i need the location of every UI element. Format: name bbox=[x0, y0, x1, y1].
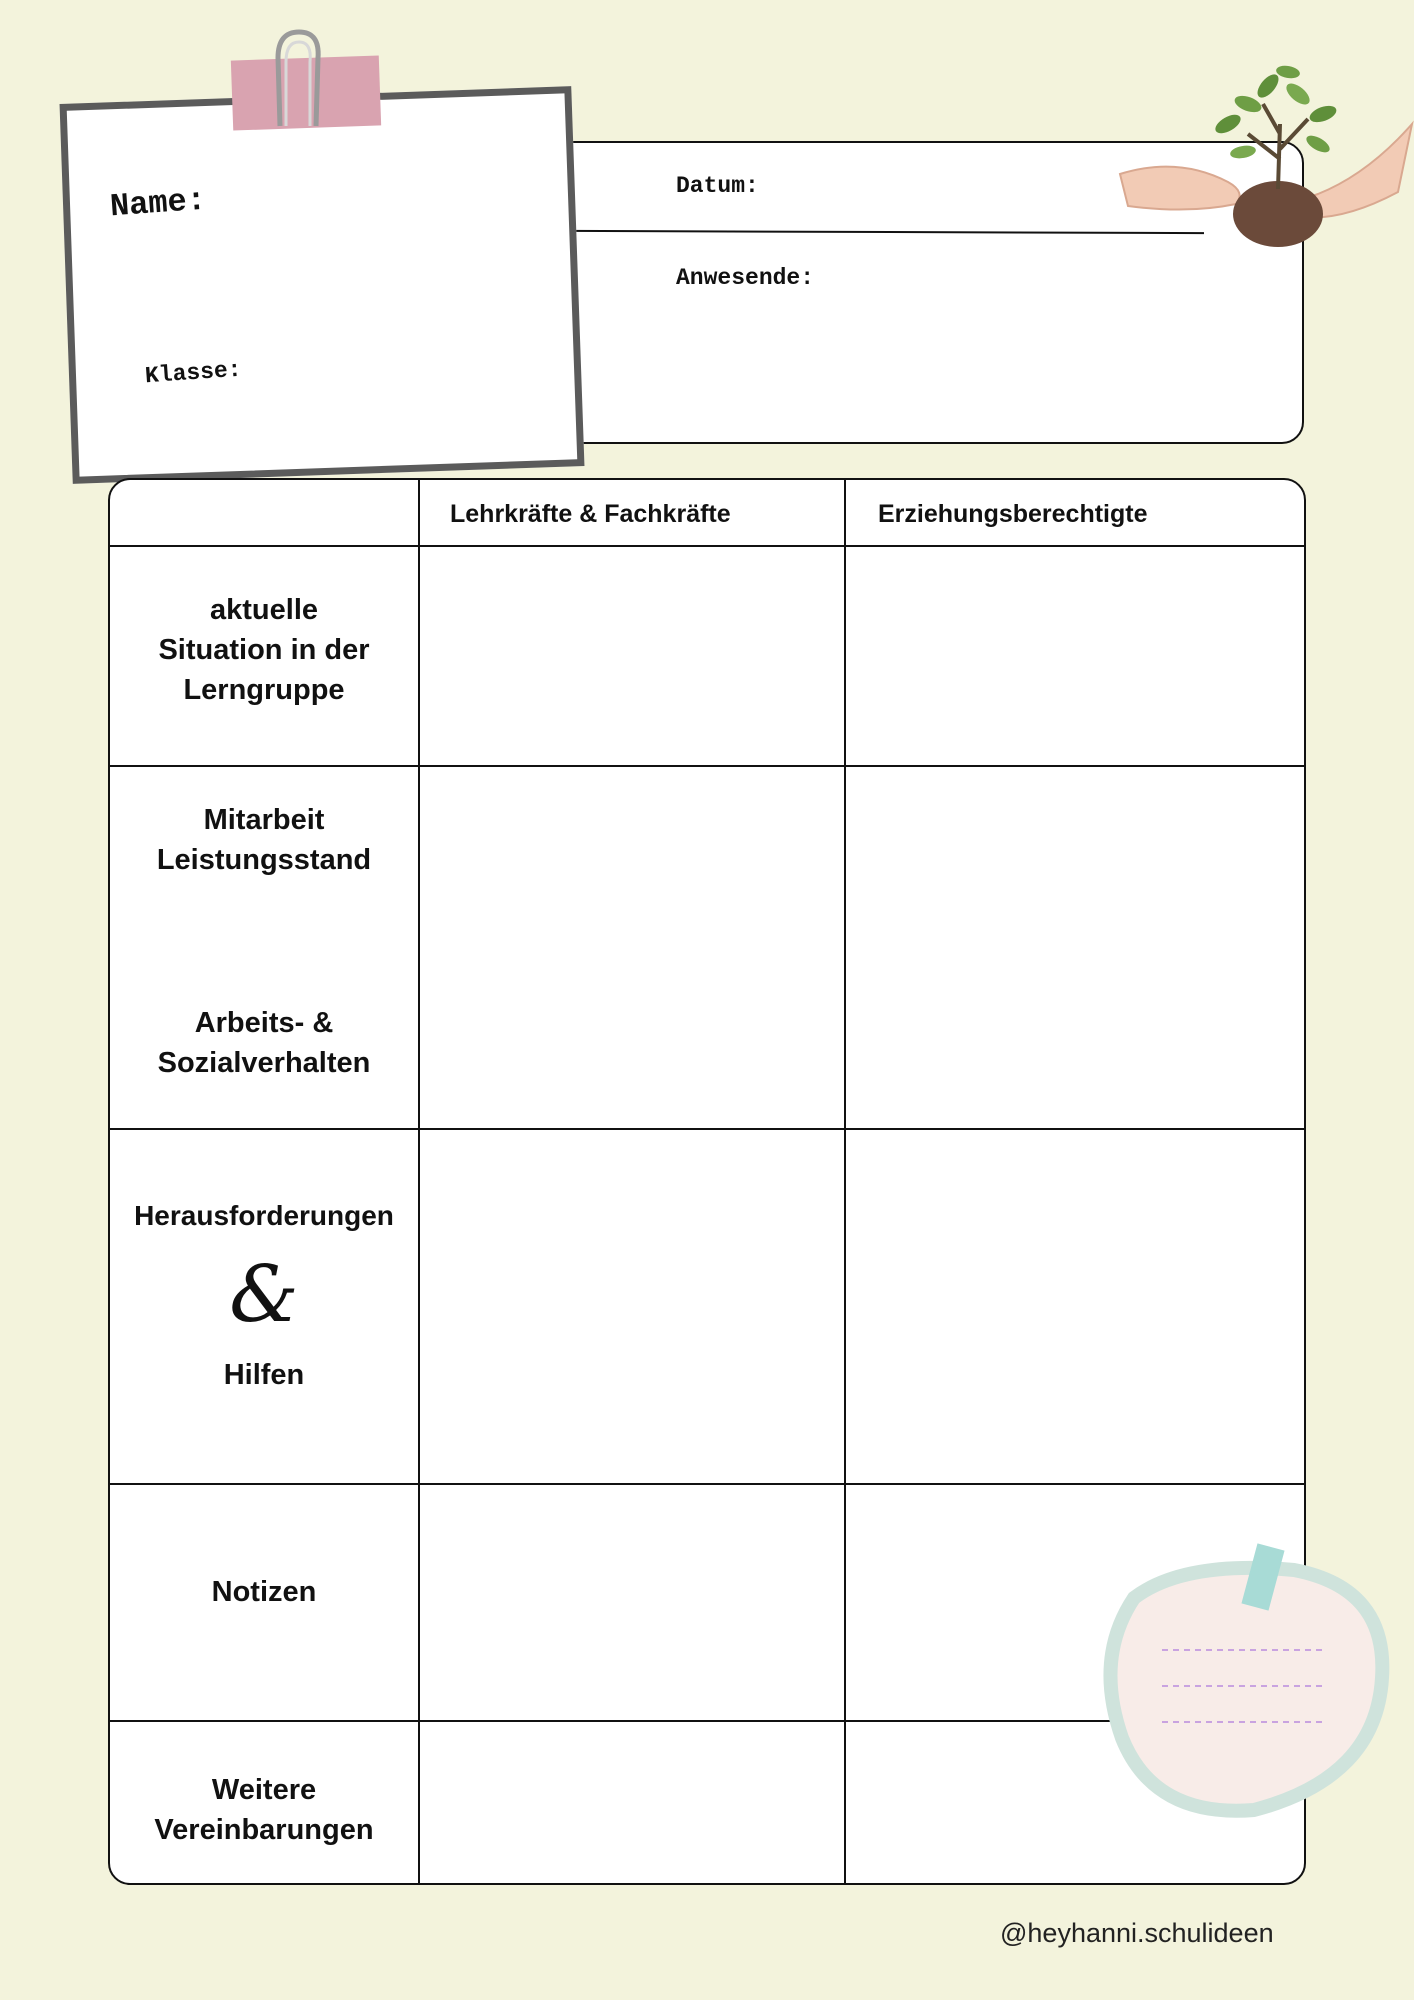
row-label-notizen: Notizen bbox=[211, 1576, 317, 1608]
column-divider bbox=[418, 480, 420, 1883]
row-label-hilfen: Hilfen bbox=[223, 1359, 305, 1391]
memo-note-icon bbox=[1094, 1538, 1390, 1818]
name-label: Name: bbox=[108, 181, 208, 226]
anwesende-label: Anwesende: bbox=[676, 265, 815, 291]
plant-hands-icon bbox=[1118, 64, 1414, 284]
row-label-vereinbarungen: Weitere Vereinbarungen bbox=[154, 1774, 374, 1846]
row-divider bbox=[110, 545, 1304, 547]
datum-label: Datum: bbox=[676, 173, 759, 199]
row-label-situation: aktuelle Situation in der Lerngruppe bbox=[158, 594, 370, 706]
ampersand-glyph: & bbox=[229, 1250, 299, 1340]
row-divider bbox=[110, 765, 1304, 767]
binder-clip-icon bbox=[268, 28, 330, 128]
klasse-label: Klasse: bbox=[144, 356, 243, 390]
column-divider bbox=[844, 480, 846, 1883]
row-label-arbeitsverhalten: Arbeits- & Sozialverhalten bbox=[157, 1007, 371, 1079]
name-card bbox=[60, 86, 585, 484]
row-label-mitarbeit: Mitarbeit Leistungsstand bbox=[156, 804, 372, 876]
column-header-erziehungsberechtigte: Erziehungsberechtigte bbox=[878, 500, 1148, 528]
row-label-herausforderungen: Herausforderungen bbox=[134, 1200, 394, 1231]
row-divider bbox=[110, 1483, 1304, 1485]
row-divider bbox=[110, 1128, 1304, 1130]
column-header-lehrkraefte: Lehrkräfte & Fachkräfte bbox=[450, 500, 731, 528]
social-handle: @heyhanni.schulideen bbox=[1000, 1918, 1274, 1948]
